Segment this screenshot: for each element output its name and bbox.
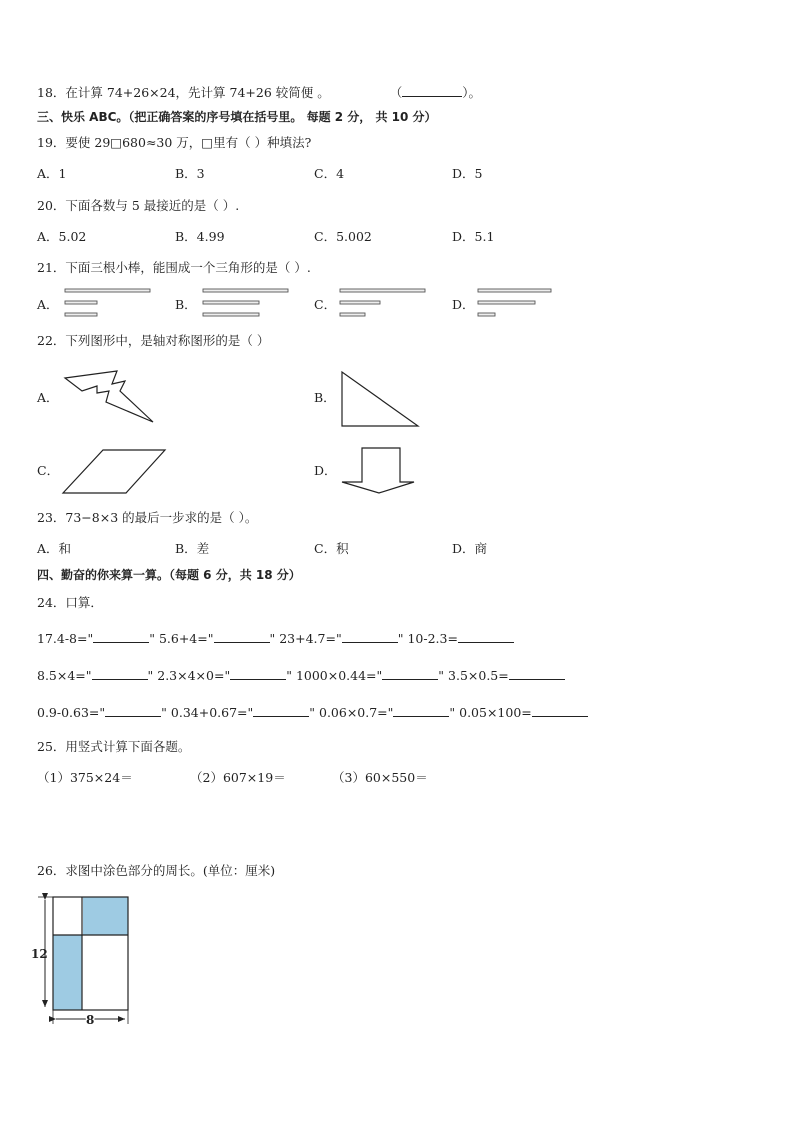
option-b[interactable]: B．	[314, 390, 336, 405]
option-d[interactable]: D．商	[452, 541, 488, 556]
option-a[interactable]: A．	[37, 390, 59, 405]
option-b[interactable]: B．3	[175, 166, 205, 181]
section-3-heading: 三、快乐 ABC。（把正确答案的序号填在括号里。 每题 2 分， 共 10 分）	[37, 110, 437, 124]
calc-expr: " 3.5×0.5=	[438, 668, 509, 683]
option-a[interactable]: A．和	[37, 541, 72, 556]
question-20-text: 20．下面各数与 5 最接近的是（ ）.	[37, 198, 240, 213]
vertical-calc-item: （2）607×19＝	[190, 770, 286, 785]
calc-expr: " 0.05×100=	[449, 705, 532, 720]
question-18-close-bracket: ）。	[462, 85, 481, 100]
question-19-text: 19．要使 29□680≈30 万，□里有（ ）种填法?	[37, 135, 312, 150]
calc-expr: " 5.6+4="	[149, 631, 214, 646]
option-d[interactable]: D．5.1	[452, 229, 495, 244]
option-d[interactable]: D．	[314, 463, 337, 478]
calc-expr: " 0.06×0.7="	[309, 705, 394, 720]
option-b[interactable]: B．4.99	[175, 229, 225, 244]
question-26-text: 26．求图中涂色部分的周长。(单位：厘米)	[37, 863, 276, 878]
option-c[interactable]: C．积	[314, 541, 349, 556]
vertical-calc-item: （3）60×550＝	[332, 770, 428, 785]
shaded-top-right	[83, 897, 128, 935]
calc-expr: 8.5×4="	[37, 668, 92, 683]
calc-expr: 0.9-0.63="	[37, 705, 106, 720]
section-4-heading: 四、勤奋的你来算一算。（每题 6 分，共 18 分）	[37, 568, 301, 582]
question-22-text: 22．下列图形中，是轴对称图形的是（ ）	[37, 333, 270, 348]
option-b[interactable]: B．	[175, 297, 197, 312]
width-label: 8	[86, 1013, 95, 1027]
option-c[interactable]: C．4	[314, 166, 345, 181]
question-24-text: 24．口算．	[37, 595, 103, 610]
option-a[interactable]: A．1	[37, 166, 67, 181]
option-b[interactable]: B．差	[175, 541, 210, 556]
vertical-calc-item: （1）375×24＝	[37, 770, 133, 785]
height-label: 12	[31, 947, 48, 961]
option-a[interactable]: A．	[37, 297, 59, 312]
option-c[interactable]: C．5.002	[314, 229, 372, 244]
calc-expr: 17.4-8="	[37, 631, 94, 646]
option-c[interactable]: C．	[37, 463, 60, 478]
question-18-text: 18．在计算 74+26×24，先计算 74+26 较简便 。	[37, 85, 330, 100]
calc-expr: " 10-2.3=	[397, 631, 458, 646]
calc-expr: " 0.34+0.67="	[161, 705, 254, 720]
calc-expr: " 23+4.7="	[269, 631, 342, 646]
option-d[interactable]: D．	[452, 297, 475, 312]
option-c[interactable]: C．	[314, 297, 337, 312]
option-a[interactable]: A．5.02	[37, 229, 87, 244]
calc-expr: " 2.3×4×0="	[147, 668, 231, 683]
shaded-left	[53, 935, 82, 1010]
question-25-text: 25．用竖式计算下面各题。	[37, 739, 191, 754]
option-d[interactable]: D．5	[452, 166, 483, 181]
question-23-text: 23．73−8×3 的最后一步求的是（ ）。	[37, 510, 258, 525]
calc-expr: " 1000×0.44="	[286, 668, 383, 683]
question-21-text: 21．下面三根小棒，能围成一个三角形的是（ ）.	[37, 260, 311, 275]
question-18-open-bracket: （	[389, 85, 403, 100]
